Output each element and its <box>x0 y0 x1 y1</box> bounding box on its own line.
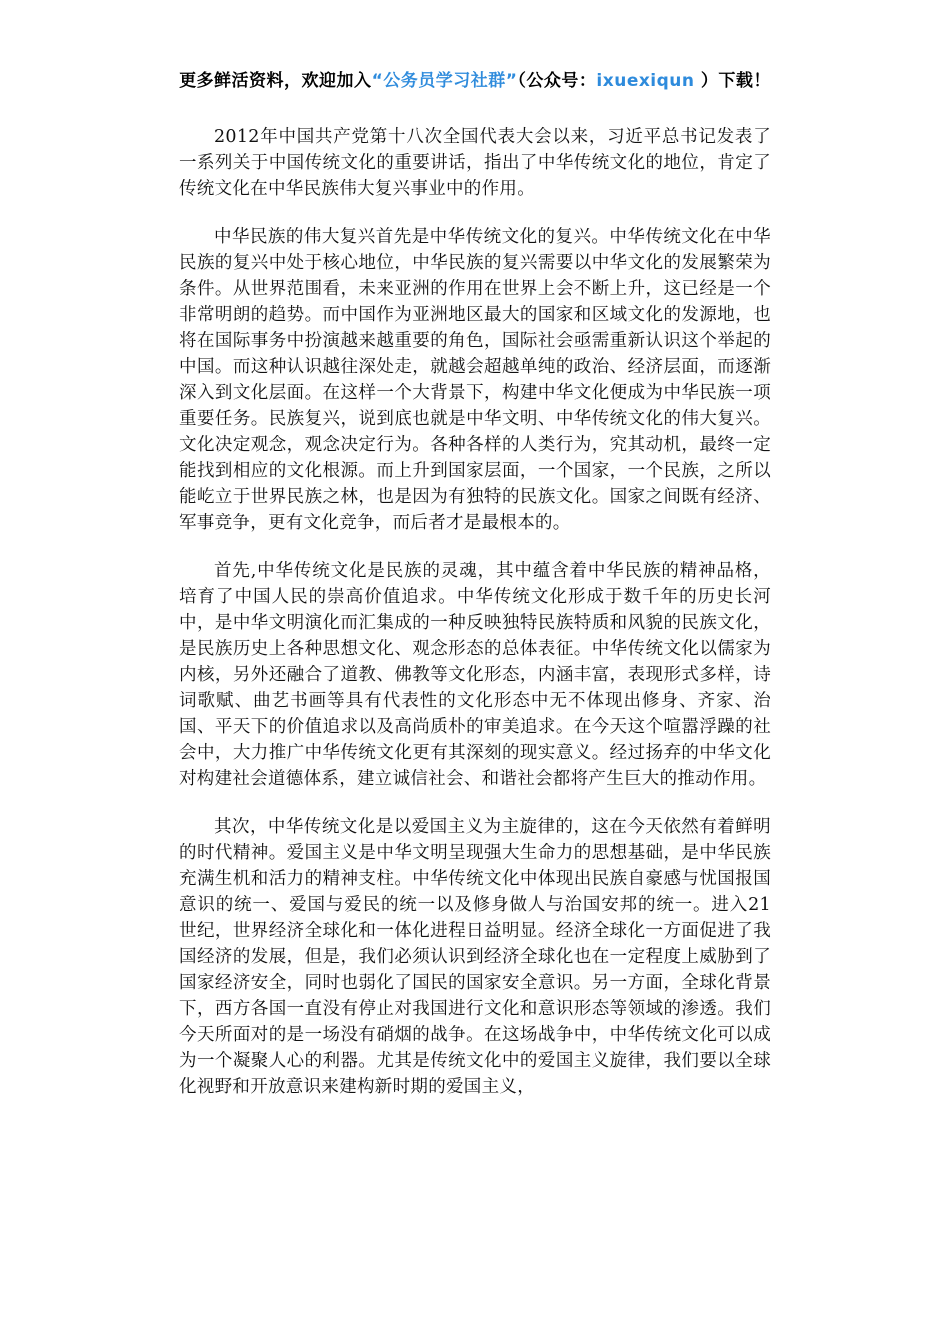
article-body <box>179 124 771 1122</box>
paragraph-3: 首先,中华传统文化是民族的灵魂，其中蕴含着中华民族的精神品格，培育了中国人民的崇高价值追求。中华传统文化形成于数千年的历史长河中，是中华文明演化而汇集成的一种反映独特民族特质和风貌的民族文化，是民族历史上各种思想文化、观念形态的总体表征。中华传统文化以儒家为内核，另外还融合了道教、佛教等文化形态，内涵丰富，表现形式多样，诗词歌赋、曲艺书画等具有代表性的文化形态中无不体现出修身、齐家、治国、平天下的价值追求以及高尚质朴的审美追求。在今天这个喧嚣浮躁的社会中，大力推广中华传统文化更有其深刻的现实意义。经过扬弃的中华文化对构建社会道德体系，建立诚信社会、和谐社会都将产生巨大的推动作用。 <box>179 561 771 789</box>
download-banner <box>0 66 950 91</box>
banner-middle: （公众号： <box>517 71 597 91</box>
paragraph-1: 2012年中国共产党第十八次全国代表大会以来，习近平总书记发表了一系列关于中国传统文化的重要讲话，指出了中华传统文化的地位，肯定了传统文化在中华民族伟大复兴事业中的作用。 <box>179 127 771 199</box>
banner-suffix: ）下载！ <box>694 71 771 91</box>
banner-group-name: “公务员学习社群” <box>371 71 518 91</box>
paragraph-4: 其次，中华传统文化是以爱国主义为主旋律的，这在今天依然有着鲜明的时代精神。爱国主义是中华文明呈现强大生命力的思想基础，是中华民族充满生机和活力的精神支柱。中华传统文化中体现出民族自豪感与忧国报国意识的统一、爱国与爱民的统一以及修身做人与治国安邦的统一。进入21世纪，世界经济全球化和一体化进程日益明显。经济全球化一方面促进了我国经济的发展，但是，我们必须认识到经济全球化也在一定程度上威胁到了国家经济安全，同时也弱化了国民的国家安全意识。另一方面，全球化背景下，西方各国一直没有停止对我国进行文化和意识形态等领域的渗透。我们今天所面对的是一场没有硝烟的战争。在这场战争中，中华传统文化可以成为一个凝聚人心的利器。尤其是传统文化中的爱国主义旋律，我们要以全球化视野和开放意识来建构新时期的爱国主义， <box>179 817 771 1097</box>
paragraph-2: 中华民族的伟大复兴首先是中华传统文化的复兴。中华传统文化在中华民族的复兴中处于核心地位，中华民族的复兴需要以中华文化的发展繁荣为条件。从世界范围看，未来亚洲的作用在世界上会不断上升，这已经是一个非常明朗的趋势。而中国作为亚洲地区最大的国家和区域文化的发源地，也将在国际事务中扮演越来越重要的角色，国际社会亟需重新认识这个举起的中国。而这种认识越往深处走，就越会超越单纯的政治、经济层面，而逐渐深入到文化层面。在这样一个大背景下，构建中华文化便成为中华民族一项重要任务。民族复兴，说到底也就是中华文明、中华传统文化的伟大复兴。文化决定观念，观念决定行为。各种各样的人类行为，究其动机，最终一定能找到相应的文化根源。而上升到国家层面，一个国家，一个民族，之所以能屹立于世界民族之林，也是因为有独特的民族文化。国家之间既有经济、军事竞争，更有文化竞争，而后者才是最根本的。 <box>179 227 771 533</box>
banner-account: ixuexiqun <box>596 71 695 91</box>
banner-prefix: 更多鲜活资料，欢迎加入 <box>179 71 372 91</box>
